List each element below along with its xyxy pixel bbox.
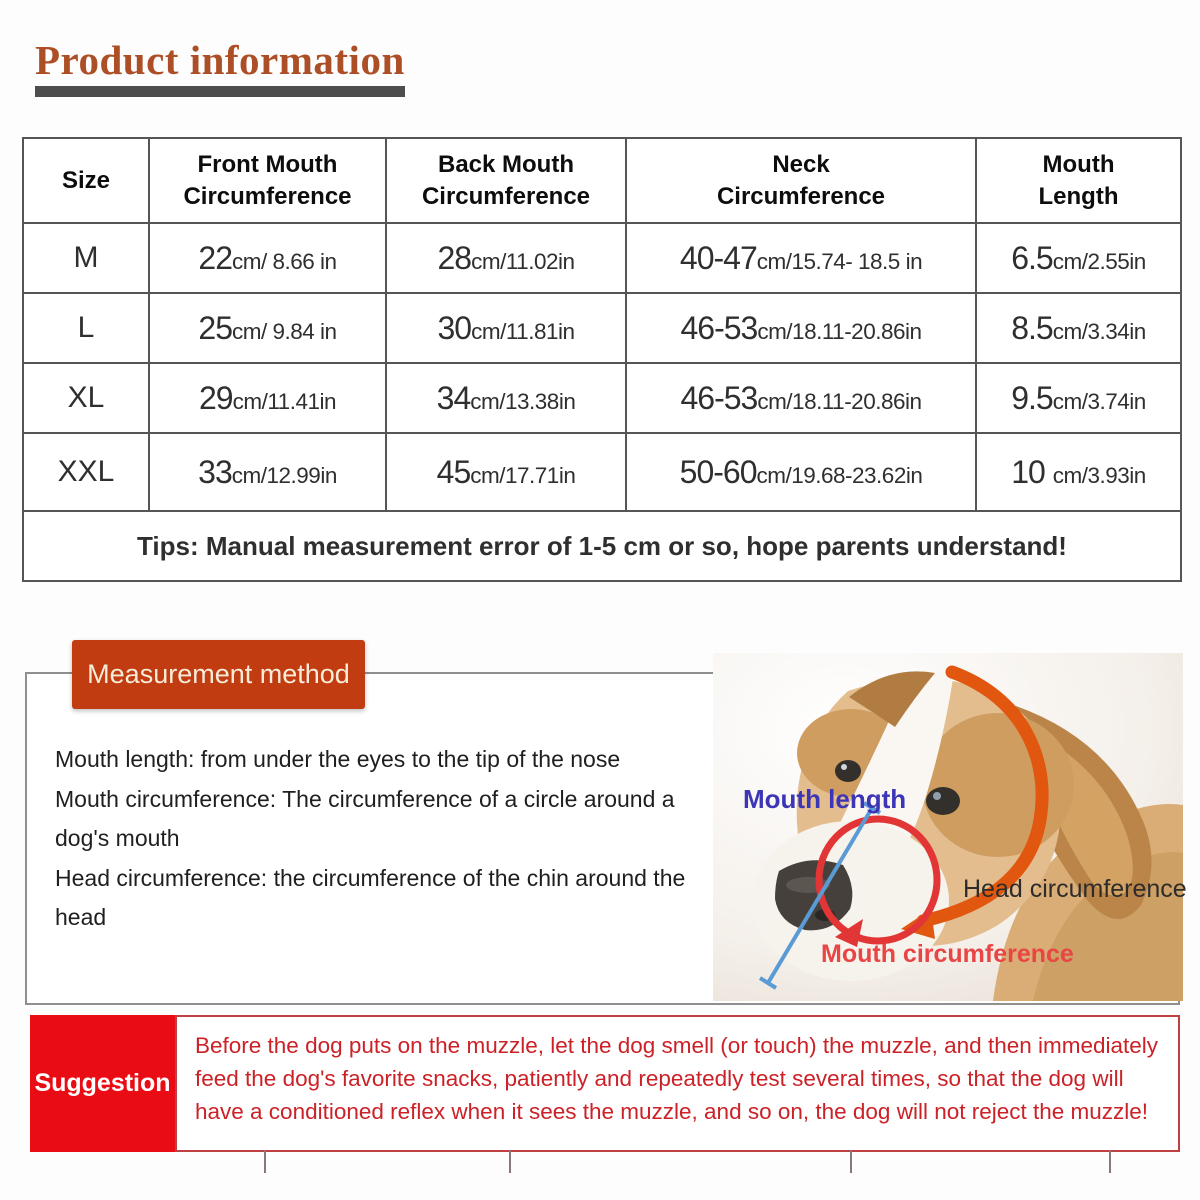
table-row [23,223,1181,293]
measurement-cell: 9.5cm/3.74in [976,363,1181,433]
table-tick-mark [264,1150,266,1173]
mouth-length-label: Mouth length [743,784,907,814]
size-table [22,137,1182,582]
page-title: Product information [35,37,405,83]
table-tick-mark [509,1150,511,1173]
measurement-cell: 40-47cm/15.74- 18.5 in [626,223,976,293]
measurement-cell: 22cm/ 8.66 in [149,223,386,293]
size-cell: L [23,293,149,363]
page-header [35,38,405,97]
table-tick-mark [850,1150,852,1173]
measurement-cell: 28cm/11.02in [386,223,626,293]
head-circumference-label: Head circumference [963,875,1187,903]
measurement-cell: 29cm/11.41in [149,363,386,433]
measurement-cell: 50-60cm/19.68-23.62in [626,433,976,511]
measurement-cell: 45cm/17.71in [386,433,626,511]
measurement-cell: 34cm/13.38in [386,363,626,433]
instruction-line: Mouth length: from under the eyes to the tip of the nose [55,746,621,772]
table-row [23,433,1181,511]
measurement-cell: 46-53cm/18.11-20.86in [626,293,976,363]
size-cell: XL [23,363,149,433]
table-header-row [23,138,1181,223]
measurement-cell: 46-53cm/18.11-20.86in [626,363,976,433]
column-header: Front Mouth Circumference [149,138,386,223]
suggestion-text: Before the dog puts on the muzzle, let the dog smell (or touch) the muzzle, and then immediately feed the dog's favorite snacks, patiently and repeatedly test several times, so that the dog will have a conditioned reflex when it sees the muzzle, and so on, the dog will not reject the muzzle! [175,1015,1180,1152]
dog-measurement-diagram [713,653,1187,1001]
table-row [23,363,1181,433]
size-cell: XXL [23,433,149,511]
column-header: Back Mouth Circumference [386,138,626,223]
mouth-circumference-label: Mouth circumference [821,940,1074,968]
measurement-instructions [55,740,717,938]
measurement-cell: 8.5cm/3.34in [976,293,1181,363]
size-cell: M [23,223,149,293]
tips-row [23,511,1181,581]
table-row [23,293,1181,363]
measurement-method-badge: Measurement method [72,640,365,709]
column-header: Neck Circumference [626,138,976,223]
instruction-line: Head circumference: the circumference of the chin around the head [55,864,686,930]
measurement-cell: 33cm/12.99in [149,433,386,511]
suggestion-badge: Suggestion [30,1015,175,1152]
instruction-line: Mouth circumference: The circumference of a circle around a dog's mouth [55,785,675,851]
column-header: Size [23,138,149,223]
measurement-cell: 10 cm/3.93in [976,433,1181,511]
table-tick-mark [1109,1150,1111,1173]
column-header: Mouth Length [976,138,1181,223]
title-underline [35,86,405,97]
measurement-cell: 6.5cm/2.55in [976,223,1181,293]
measurement-cell: 25cm/ 9.84 in [149,293,386,363]
measurement-cell: 30cm/11.81in [386,293,626,363]
tips-text: Tips: Manual measurement error of 1-5 cm or so, hope parents understand! [23,511,1181,581]
